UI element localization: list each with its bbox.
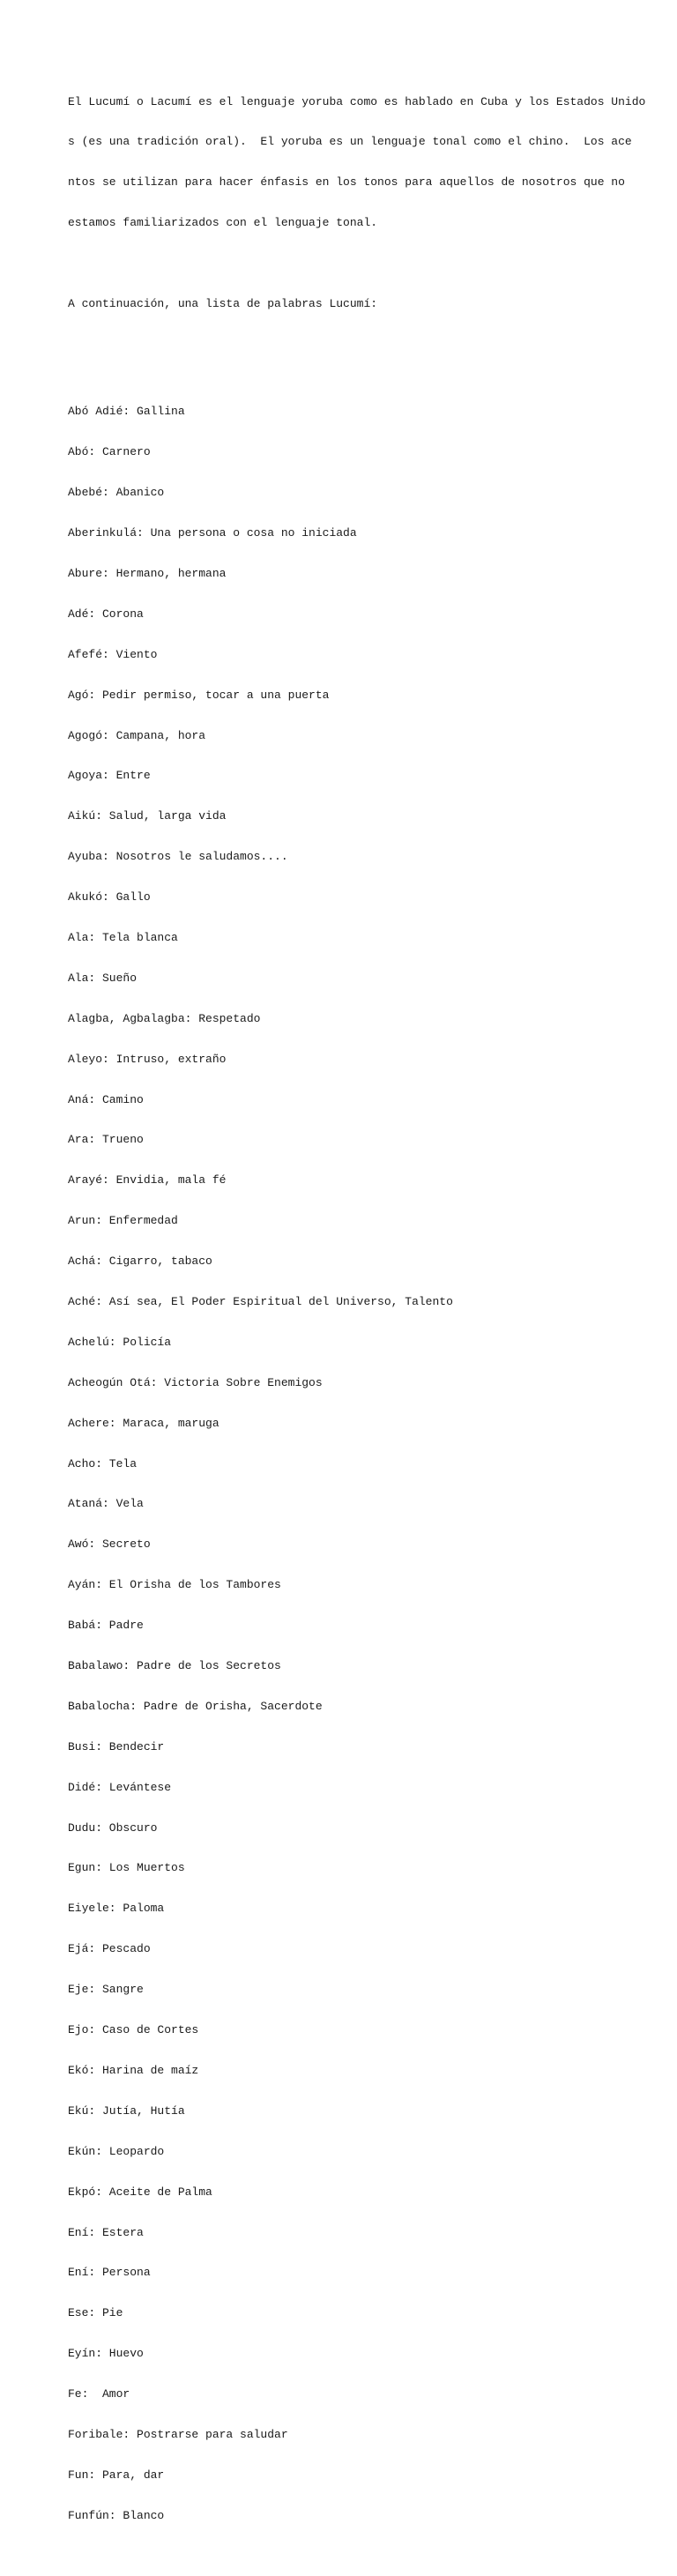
- word-entry: Eyín: Huevo: [68, 2347, 144, 2361]
- word-entry: Ení: Persona: [68, 2266, 151, 2280]
- word-entry: Ekún: Leopardo: [68, 2144, 165, 2158]
- word-entry: Fe: Amor: [68, 2387, 130, 2401]
- word-entry: Aberinkulá: Una persona o cosa no iniciada: [68, 526, 357, 540]
- word-entry: Alagba, Agbalagba: Respetado: [68, 1011, 261, 1025]
- word-entry: Achá: Cigarro, tabaco: [68, 1254, 212, 1269]
- word-entry: Arun: Enfermedad: [68, 1214, 178, 1228]
- word-entry: Ení: Estera: [68, 2225, 144, 2239]
- word-entry: Ese: Pie: [68, 2306, 123, 2320]
- word-entry: Egun: Los Muertos: [68, 1861, 185, 1875]
- word-entry: Acho: Tela: [68, 1456, 138, 1470]
- word-entry: Aleyo: Intruso, extraño: [68, 1052, 227, 1066]
- word-entry: Agó: Pedir permiso, tocar a una puerta: [68, 688, 330, 702]
- word-entry: Ejá: Pescado: [68, 1942, 151, 1956]
- word-entry: Ejo: Caso de Cortes: [68, 2023, 199, 2037]
- intro-line: El Lucumí o Lacumí es el lenguaje yoruba como es hablado en Cuba y los Estados Unido: [68, 94, 646, 108]
- word-entry: Ekpó: Aceite de Palma: [68, 2185, 212, 2199]
- word-entry: Babalocha: Padre de Orisha, Sacerdote: [68, 1699, 323, 1713]
- intro-line: ntos se utilizan para hacer énfasis en los tonos para aquellos de nosotros que no: [68, 175, 625, 190]
- word-entry: Ayán: El Orisha de los Tambores: [68, 1578, 281, 1592]
- word-entry: Dudu: Obscuro: [68, 1820, 158, 1835]
- word-entry: Awó: Secreto: [68, 1537, 151, 1552]
- word-entry: Ala: Tela blanca: [68, 931, 178, 944]
- word-entry: Arayé: Envidia, mala fé: [68, 1173, 227, 1187]
- word-entry: Foribale: Postrarse para saludar: [68, 2427, 288, 2441]
- word-entry: Ekó: Harina de maíz: [68, 2063, 199, 2077]
- word-entry: Akukó: Gallo: [68, 890, 151, 905]
- list-heading: A continuación, una lista de palabras Lucumí:: [68, 297, 378, 311]
- intro-line: estamos familiarizados con el lenguaje tonal.: [68, 216, 378, 230]
- word-entry: Aché: Así sea, El Poder Espiritual del Universo, Talento: [68, 1295, 453, 1309]
- word-entry: Aikú: Salud, larga vida: [68, 809, 227, 823]
- word-entry: Eiyele: Paloma: [68, 1902, 165, 1916]
- word-entry: Afefé: Viento: [68, 647, 158, 661]
- word-entry: Ataná: Vela: [68, 1497, 144, 1511]
- word-entry: Ekú: Jutía, Hutía: [68, 2103, 185, 2118]
- word-entry: Ayuba: Nosotros le saludamos....: [68, 850, 288, 864]
- word-entry: Abó: Carnero: [68, 445, 151, 459]
- word-entry: Eje: Sangre: [68, 1983, 144, 1997]
- word-entry: Abure: Hermano, hermana: [68, 566, 227, 580]
- word-entry: Achelú: Policía: [68, 1335, 172, 1349]
- word-entry: Abó Adié: Gallina: [68, 405, 185, 419]
- word-entry: Achere: Maraca, maruga: [68, 1416, 219, 1430]
- word-entry: Ara: Trueno: [68, 1133, 144, 1147]
- word-entry: Funfún: Blanco: [68, 2508, 165, 2522]
- word-list: [68, 378, 650, 2550]
- blank-line: [68, 338, 650, 351]
- document-text: [68, 68, 650, 2576]
- blank-line: [68, 257, 650, 270]
- word-entry: Busi: Bendecir: [68, 1739, 165, 1753]
- word-entry: Fun: Para, dar: [68, 2468, 165, 2482]
- word-entry: Ala: Sueño: [68, 971, 138, 985]
- word-entry: Aná: Camino: [68, 1092, 144, 1106]
- word-entry: Babalawo: Padre de los Secretos: [68, 1659, 281, 1673]
- word-entry: Didé: Levántese: [68, 1780, 172, 1794]
- word-entry: Acheogún Otá: Victoria Sobre Enemigos: [68, 1375, 323, 1389]
- intro-line: s (es una tradición oral). El yoruba es un lenguaje tonal como el chino. Los ace: [68, 135, 632, 149]
- word-entry: Agoya: Entre: [68, 769, 151, 783]
- word-entry: Babá: Padre: [68, 1619, 144, 1633]
- word-entry: Agogó: Campana, hora: [68, 728, 206, 742]
- word-entry: Adé: Corona: [68, 607, 144, 621]
- word-entry: Abebé: Abanico: [68, 486, 165, 500]
